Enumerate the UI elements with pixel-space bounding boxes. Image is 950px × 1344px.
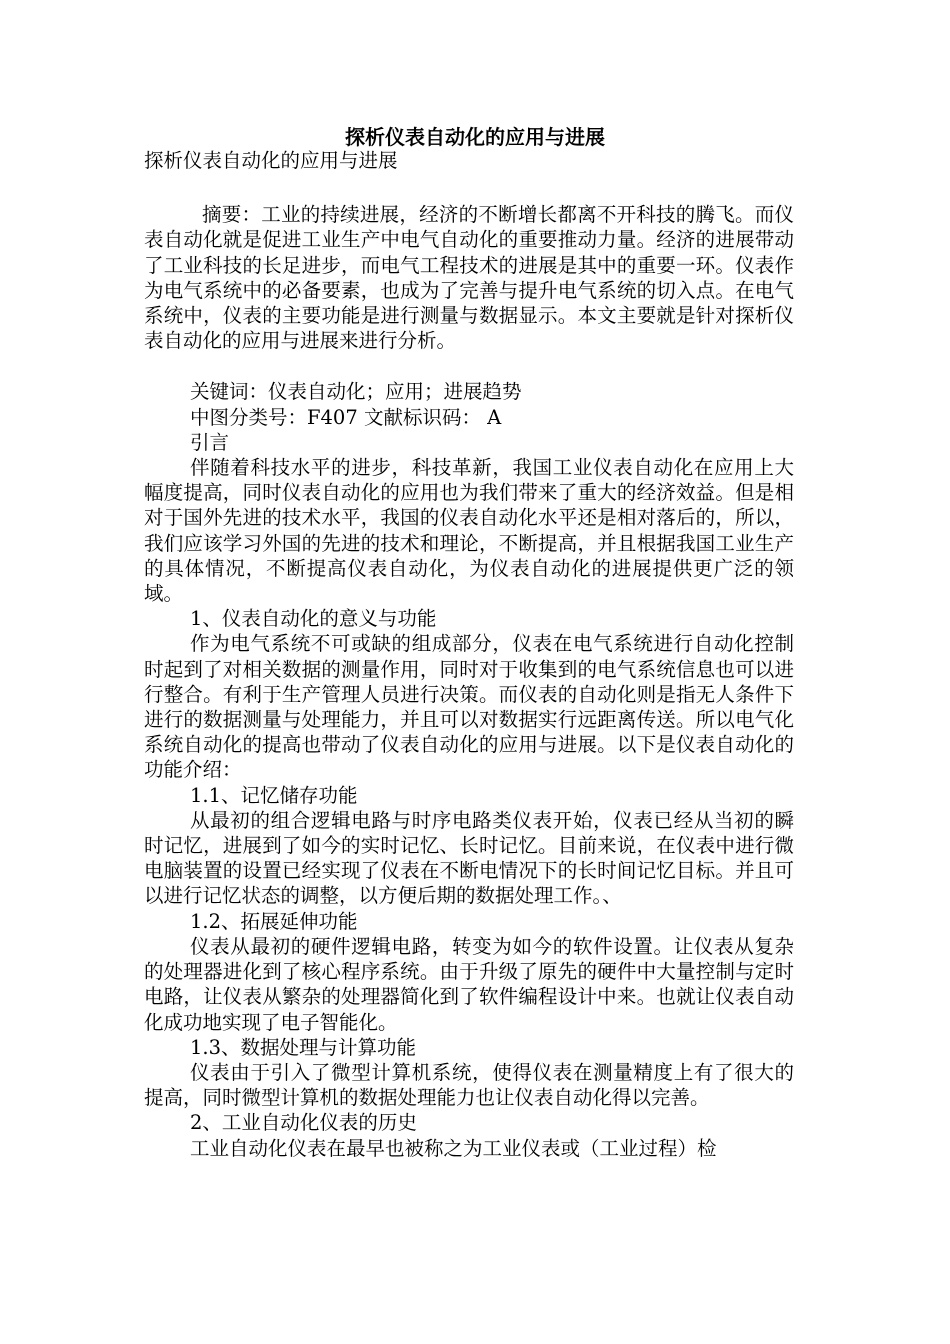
blank-line: [144, 173, 794, 202]
section-2-heading: 2、工业自动化仪表的历史: [190, 1111, 417, 1135]
intro-heading: 引言: [190, 430, 230, 454]
section-1-2-heading: 1.2、拓展延伸功能: [190, 909, 358, 933]
section-1-heading: 1、仪表自动化的意义与功能: [190, 607, 437, 631]
section-1-2-paragraph: 仪表从最初的硬件逻辑电路，转变为如今的软件设置。让仪表从复杂的处理器进化到了核心程序系统。由于升级了原先的硬件中大量控制与定时电路，让仪表从繁杂的处理器简化到了软件编程设计中来。也就让仪表自动化成功地实现了电子智能化。: [144, 934, 794, 1034]
blank-line: [144, 353, 794, 379]
document-subtitle: 探析仪表自动化的应用与进展: [144, 149, 398, 172]
keywords-line: 关键词：仪表自动化；应用；进展趋势: [190, 380, 522, 404]
classification-line: 中图分类号：F407 文献标识码： A: [190, 405, 502, 429]
section-1-3-paragraph: 仪表由于引入了微型计算机系统，使得仪表在测量精度上有了很大的提高，同时微型计算机的数据处理能力也让仪表自动化得以完善。: [144, 1060, 794, 1110]
section-1-1-paragraph: 从最初的组合逻辑电路与时序电路类仪表开始，仪表已经从当初的瞬时记忆，进展到了如今的实时记忆、长时记忆。目前来说，在仪表中进行微电脑装置的设置已经实现了仪表在不断电情况下的长时间记忆目标。并且可以进行记忆状态的调整，以方便后期的数据处理工作。、: [144, 808, 794, 908]
document-body: [144, 148, 794, 1161]
section-1-paragraph: 作为电气系统不可或缺的组成部分，仪表在电气系统进行自动化控制时起到了对相关数据的测量作用，同时对于收集到的电气系统信息也可以进行整合。有利于生产管理人员进行决策。而仪表的自动化则是指无人条件下进行的数据测量与处理能力，并且可以对数据实行远距离传送。所以电气化系统自动化的提高也带动了仪表自动化的应用与进展。以下是仪表自动化的功能介绍：: [144, 632, 794, 782]
abstract-paragraph: 摘要：工业的持续进展，经济的不断增长都离不开科技的腾飞。而仪表自动化就是促进工业生产中电气自动化的重要推动力量。经济的进展带动了工业科技的长足进步，而电气工程技术的进展是其中的重要一环。仪表作为电气系统中的必备要素，也成为了完善与提升电气系统的切入点。在电气系统中，仪表的主要功能是进行测量与数据显示。本文主要就是针对探析仪表自动化的应用与进展来进行分析。: [144, 203, 794, 353]
section-1-1-heading: 1.1、记忆储存功能: [190, 783, 358, 807]
section-1-3-heading: 1.3、数据处理与计算功能: [190, 1035, 417, 1059]
document-title: 探析仪表自动化的应用与进展: [345, 125, 605, 149]
section-2-paragraph: 工业自动化仪表在最早也被称之为工业仪表或（工业过程）检: [190, 1136, 717, 1160]
intro-paragraph: 伴随着科技水平的进步，科技革新，我国工业仪表自动化在应用上大幅度提高，同时仪表自动化的应用也为我们带来了重大的经济效益。但是相对于国外先进的技术水平，我国的仪表自动化水平还是相对落后的，所以，我们应该学习外国的先进的技术和理论，不断提高，并且根据我国工业生产的具体情况，不断提高仪表自动化，为仪表自动化的进展提供更广泛的领域。: [144, 456, 794, 606]
